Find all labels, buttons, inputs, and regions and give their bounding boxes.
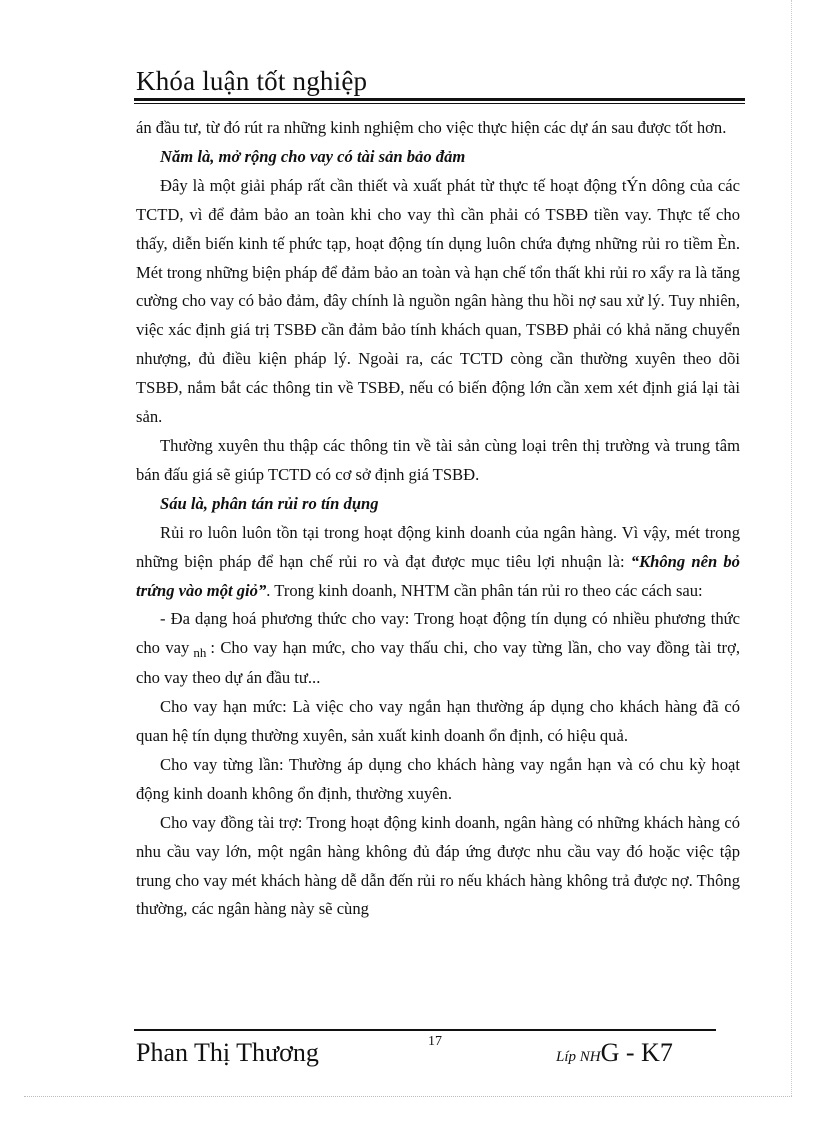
page-number: 17 (428, 1034, 442, 1049)
header-rule-thick (134, 98, 745, 101)
list-item-text-a: - Đa dạng hoá phương thức cho vay: Trong hoạt động tín dụng có nhiều phương thức cho vay (136, 609, 740, 658)
list-item-diversify (136, 605, 740, 693)
page-header-title: Khóa luận tốt nghiệp (136, 66, 368, 96)
paragraph-credit-line: Cho vay hạn mức: Là việc cho vay ngắn hạn thường áp dụng cho khách hàng đã có quan hệ tín dụng thường xuyên, sản xuất kinh doanh ổn định, có hiệu quả. (136, 697, 740, 746)
paragraph-1: án đầu tư, từ đó rút ra những kinh nghiệm cho việc thực hiện các dự án sau được tốt hơn. (136, 118, 727, 137)
section-heading-5: Năm là, mở rộng cho vay có tài sản bảo đảm (160, 146, 466, 166)
footer-rule (134, 1029, 716, 1031)
footer-class-prefix: Líp NH (556, 1049, 601, 1065)
list-item-text-b: : Cho vay hạn mức, cho vay thấu chi, cho vay từng lần, cho vay đồng tài trợ, cho vay theo dự án đầu tư... (136, 638, 740, 688)
paragraph-2: Đây là một giải pháp rất cần thiết và xuất phát từ thực tế hoạt động tÝn dông của các TCTD, vì để đảm bảo an toàn khi cho vay thì cần phải có TSBĐ tiền vay. Thực tế cho thấy, diễn biến kinh tế phức tạp, hoạt động tín dụng luôn chứa đựng những rủi ro tiềm Èn. Mét trong những biện pháp để đảm bảo an toàn và hạn chế tổn thất khi rủi ro xẩy ra là tăng cường cho vay có bảo đảm, đây chính là nguồn ngân hàng thu hồi nợ sau xử lý. Tuy nhiên, việc xác định giá trị TSBĐ cần đảm bảo tính khách quan, TSBĐ phải có khả năng chuyển nhượng, đủ điều kiện pháp lý. Ngoài ra, các TCTD còng cần thường xuyên theo dõi TSBĐ, nắm bắt các thông tin về TSBĐ, nếu có biến động lớn cần xem xét định giá lại tài sản. (136, 175, 740, 427)
paragraph-syndicated: Cho vay đồng tài trợ: Trong hoạt động kinh doanh, ngân hàng có những khách hàng có nhu cầu vay lớn, một ngân hàng không đủ đáp ứng được nhu cầu vay đó hoặc việc tập trung cho vay mét khách hàng dễ dẫn đến rủi ro nếu khách hàng không trả được nợ. Thông thường, các ngân hàng này sẽ cùng (136, 812, 740, 919)
paragraph-4-text-b: . Trong kinh doanh, NHTM cần phân tán rủi ro theo các cách sau: (266, 580, 703, 600)
page-edge-bottom (24, 1096, 792, 1097)
stray-fragment: nh (193, 645, 207, 661)
footer-author: Phan Thị Thương (136, 1038, 319, 1067)
paragraph-4 (136, 519, 740, 606)
page-edge-right (791, 0, 792, 1096)
paragraph-4-text-a: Rủi ro luôn luôn tồn tại trong hoạt động kinh doanh của ngân hàng. Vì vậy, mét trong những biện pháp để hạn chế rủi ro và đạt được mục tiêu lợi nhuận là: (136, 522, 740, 571)
proverb-quote: “Không nên bỏ trứng vào một giỏ” (136, 551, 740, 600)
paragraph-3: Thường xuyên thu thập các thông tin về tài sản cùng loại trên thị trường và trung tâm bán đấu giá sẽ giúp TCTD có cơ sở định giá TSBĐ. (136, 435, 740, 484)
header-rule-thin (134, 103, 745, 104)
footer-class (556, 1037, 673, 1073)
footer-class-suffix: G - K7 (600, 1038, 673, 1067)
section-heading-6: Sáu là, phân tán rủi ro tín dụng (160, 493, 379, 513)
paragraph-per-loan: Cho vay từng lần: Thường áp dụng cho khách hàng vay ngắn hạn và có chu kỳ hoạt động kinh doanh không ổn định, thường xuyên. (136, 754, 740, 803)
document-body (136, 114, 740, 924)
